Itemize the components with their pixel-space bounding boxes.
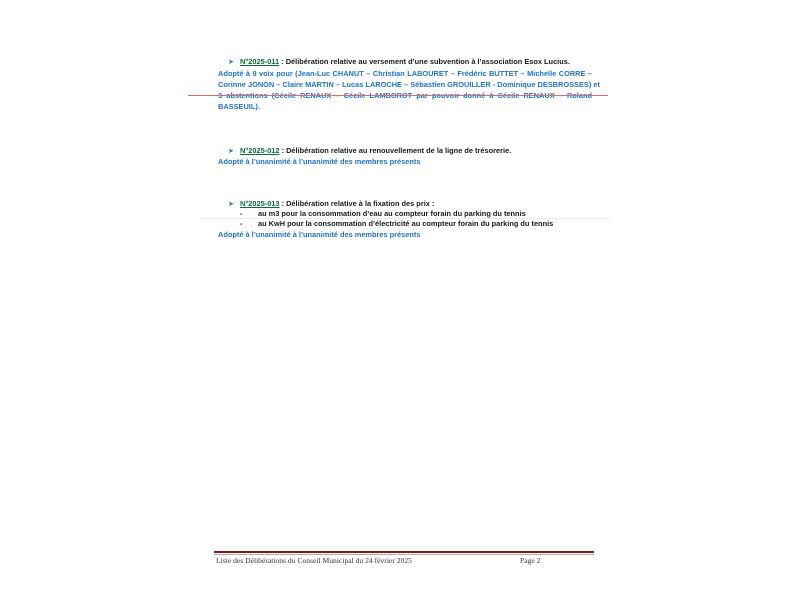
footer-title: Liste des Délibérations du Conseil Municipal du 24 février 2025 [216,556,412,565]
arrow-bullet-icon: ➤ [228,201,234,208]
item-2025-012-heading [228,146,511,157]
item-title: : Délibération relative au renouvellement de la ligne de trésorerie. [279,146,512,155]
item-2025-011-heading [228,57,570,68]
item-title: : Délibération relative à la fixation des prix : [279,199,435,208]
sub-item [240,219,553,229]
footer-rule [214,551,594,553]
decision-line: BASSEUIL). [218,102,260,111]
arrow-bullet-icon: ➤ [228,148,234,155]
item-number: N°2025-011 [240,57,280,66]
item-title: : Délibération relative au versement d’une subvention à l’association Esox Lucius. [279,57,570,66]
footer-rule-secondary [214,554,594,555]
decision-line: 3 abstentions (Cécile RENAUX – Cécile LAMBOROT par pouvoir donné à Cécile RENAUX – Roland [218,91,592,100]
dash-bullet-icon: - [240,219,243,228]
decision-line: Adopté à 9 voix pour (Jean-Luc CHANUT – Christian LABOURET – Frédéric BUTTET – Michelle CORRE – [218,69,592,78]
decision-line: Adopté à l’unanimité à l’unanimité des membres présents [218,157,421,166]
item-number: N°2025-013 [240,199,280,208]
item-number: N°2025-012 [240,146,280,155]
decision-line: Adopté à l’unanimité à l’unanimité des membres présents [218,230,421,239]
sub-item-text: au m3 pour la consommation d’eau au compteur forain du parking du tennis [258,209,526,218]
strike-rule [188,95,608,96]
arrow-bullet-icon: ➤ [228,59,234,66]
sub-item-text: au KwH pour la consommation d’électricité au compteur forain du parking du tennis [258,219,554,228]
decision-line: Corinne JONON – Claire MARTIN – Lucas LAROCHE – Sébastien GROUILLER - Dominique DESBROSSES) et [218,80,600,89]
footer-page-number: Page 2 [520,556,541,565]
dash-bullet-icon: - [240,209,243,218]
